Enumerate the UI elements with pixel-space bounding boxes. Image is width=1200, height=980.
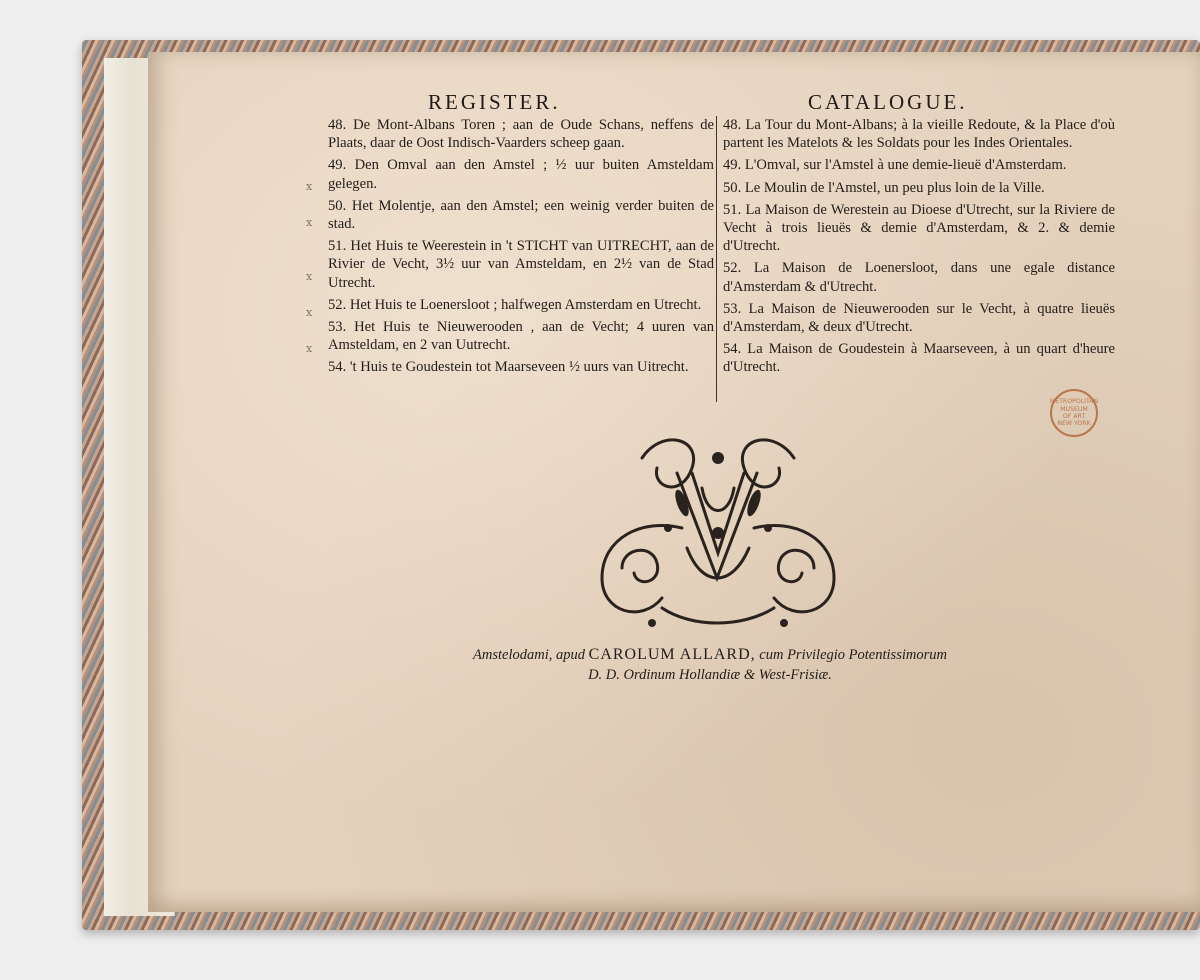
catalogue-entry: 54. La Maison de Goudestein à Maarseveen, à un quart d'heure d'Utrecht. xyxy=(723,341,1115,376)
imprint-printer: CAROLUM ALLARD, xyxy=(588,646,756,663)
register-entry: 53. Het Huis te Nieuwerooden , aan de Vecht; 4 uuren van Amsteldam, en 2 van Uutrecht. xyxy=(328,319,714,354)
museum-stamp-icon xyxy=(1050,389,1098,437)
imprint-privilege: D. D. Ordinum Hollandiæ & West-Frisiæ. xyxy=(588,667,832,683)
register-entry: 49. Den Omval aan den Amstel ; ½ uur buiten Amsteldam gelegen. xyxy=(328,157,714,192)
register-entry: 52. Het Huis te Loenersloot ; halfwegen Amsterdam en Utrecht. xyxy=(328,296,702,313)
catalogue-entry: 53. La Maison de Nieuwerooden sur le Vecht, à quatre lieuës d'Amsterdam, & deux d'Utrecht. xyxy=(723,300,1115,336)
margin-mark: x xyxy=(306,342,313,355)
imprint-line-2 xyxy=(440,667,980,684)
catalogue-column xyxy=(723,116,1115,377)
column-divider xyxy=(716,116,717,402)
catalogue-heading: CATALOGUE. xyxy=(808,90,968,114)
stamp-line: MUSEUM xyxy=(1060,405,1088,413)
register-entry: 48. De Mont-Albans Toren ; aan de Oude Schans, neffens de Plaats, daar de Oost Indisch-Vaarders scheep gaan. xyxy=(328,117,714,152)
register-heading: REGISTER. xyxy=(428,90,561,114)
imprint-prefix: Amstelodami, apud xyxy=(473,647,586,663)
imprint-suffix: cum Privilegio Potentissimorum xyxy=(759,647,947,663)
stamp-line: METROPOLITAN xyxy=(1049,398,1099,406)
monogram-ornament-icon xyxy=(582,428,854,638)
catalogue-entry: 51. La Maison de Werestein au Dioese d'Utrecht, sur la Riviere de Vecht à trois lieuës & demie d'Amsterdam, & 2. & demie d'Utrecht. xyxy=(723,201,1115,255)
catalogue-entry: 49. L'Omval, sur l'Amstel à une demie-lieuë d'Amsterdam. xyxy=(723,157,1067,174)
margin-mark: x xyxy=(306,180,313,193)
margin-mark: x xyxy=(306,270,313,283)
register-entry: 54. 't Huis te Goudestein tot Maarseveen ½ uurs van Uitrecht. xyxy=(328,359,689,376)
margin-mark: x xyxy=(306,216,313,229)
register-entry: 50. Het Molentje, aan den Amstel; een weinig verder buiten de stad. xyxy=(328,197,714,233)
stamp-line: NEW YORK xyxy=(1057,420,1091,428)
margin-mark: x xyxy=(306,306,313,319)
register-column xyxy=(328,116,714,377)
catalogue-entry: 50. Le Moulin de l'Amstel, un peu plus loin de la Ville. xyxy=(723,179,1045,196)
catalogue-entry: 52. La Maison de Loenersloot, dans une egale distance d'Amsterdam & d'Utrecht. xyxy=(723,260,1115,295)
margin-marks xyxy=(296,120,324,380)
stamp-line: OF ART xyxy=(1062,413,1086,420)
catalogue-entry: 48. La Tour du Mont-Albans; à la vieille Redoute, & la Place d'où partent les Matelots & les Soldats pour les Indes Orientales. xyxy=(723,117,1115,152)
imprint-line-1 xyxy=(440,646,980,664)
register-entry: 51. Het Huis te Weerestein in 't STICHT van UITRECHT, aan de Rivier de Vecht, 3½ uur van Amsteldam, en 2½ van de Stad Utrecht. xyxy=(328,238,714,291)
